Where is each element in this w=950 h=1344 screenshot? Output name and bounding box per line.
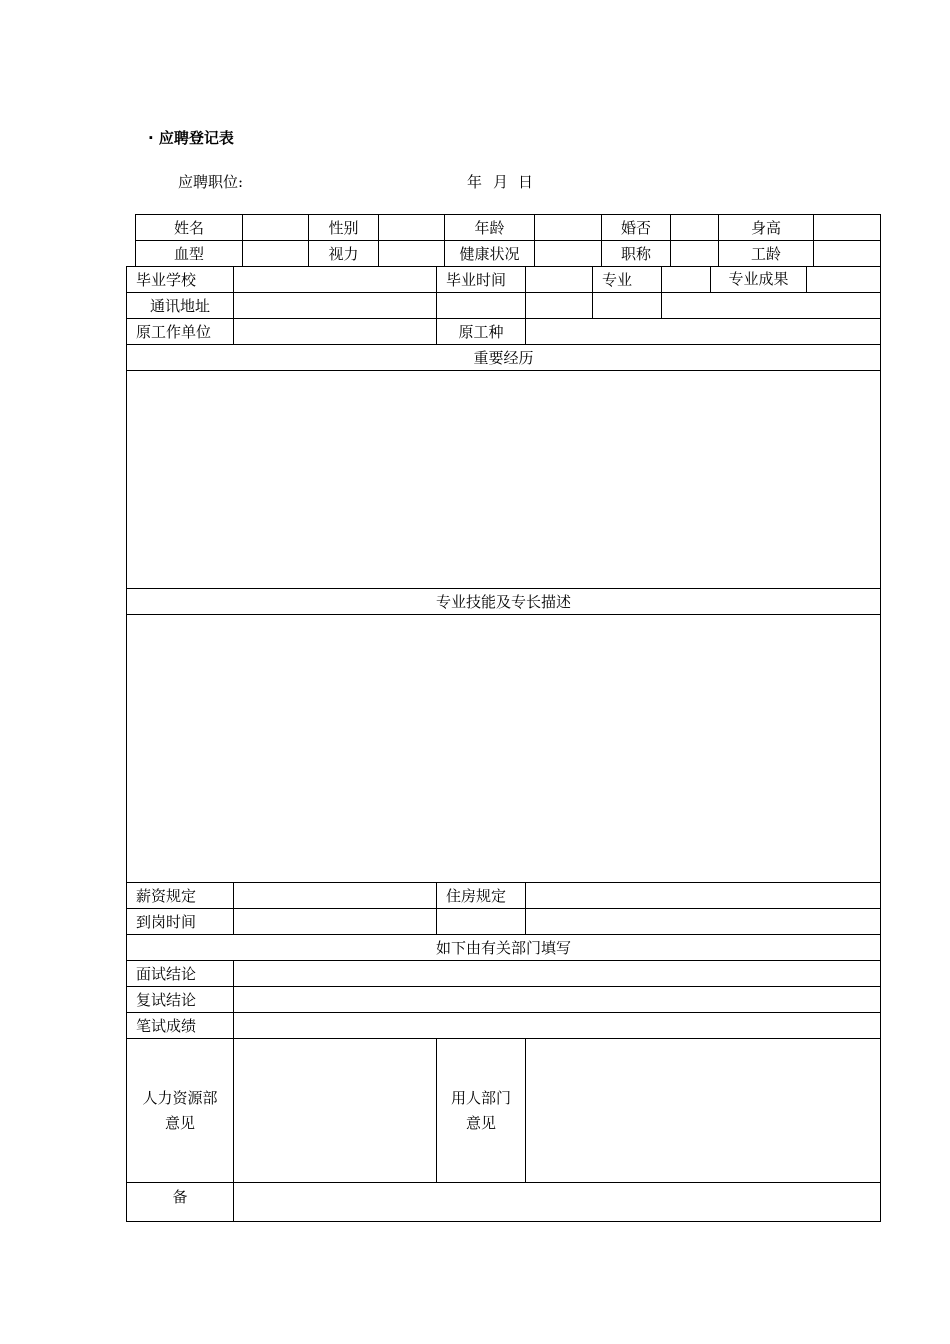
reinterview-field[interactable] (234, 987, 881, 1013)
title-label: 职称 (602, 241, 671, 267)
interview-label: 面试结论 (127, 961, 234, 987)
hr-opinion-field[interactable] (234, 1039, 437, 1183)
address-label: 通讯地址 (127, 293, 234, 319)
dept-opinion-field[interactable] (526, 1039, 881, 1183)
table-row (127, 1013, 881, 1039)
dept-opinion-label (437, 1039, 526, 1183)
major-label: 专业 (593, 267, 662, 293)
hr-opinion-label (127, 1039, 234, 1183)
address-field-3[interactable] (526, 293, 593, 319)
housing-field[interactable] (526, 883, 881, 909)
experience-field[interactable] (127, 371, 881, 589)
reinterview-label: 复试结论 (127, 987, 234, 1013)
seniority-label: 工龄 (719, 241, 814, 267)
table-row (127, 345, 881, 371)
table-row (136, 241, 881, 267)
hr-opinion-line2: 意见 (164, 1113, 195, 1132)
table-row (127, 293, 881, 319)
main-form-table (126, 266, 881, 1222)
name-field[interactable] (243, 215, 309, 241)
housing-label: 住房规定 (437, 883, 526, 909)
table-row (127, 935, 881, 961)
prev-employer-field[interactable] (234, 319, 437, 345)
vision-field[interactable] (379, 241, 445, 267)
skills-field[interactable] (127, 615, 881, 883)
address-field[interactable] (234, 293, 437, 319)
major-achievement-cell (662, 267, 881, 293)
skills-header: 专业技能及专长描述 (127, 589, 881, 615)
table-row (127, 1183, 881, 1222)
vision-label: 视力 (309, 241, 379, 267)
interview-field[interactable] (234, 961, 881, 987)
title-field[interactable] (671, 241, 719, 267)
job-type-label: 原工种 (437, 319, 526, 345)
arrival-field[interactable] (234, 909, 437, 935)
seniority-field[interactable] (814, 241, 881, 267)
height-field[interactable] (814, 215, 881, 241)
form-title: · 应聘登记表 (148, 129, 234, 147)
age-field[interactable] (535, 215, 602, 241)
address-field-5[interactable] (662, 293, 881, 319)
table-row (127, 267, 881, 293)
dept-opinion-line2: 意见 (465, 1113, 496, 1132)
experience-header: 重要经历 (127, 345, 881, 371)
table-row (127, 1039, 881, 1183)
table-row (127, 961, 881, 987)
table-row (127, 883, 881, 909)
table-row (136, 215, 881, 241)
arrival-field-3[interactable] (526, 909, 881, 935)
arrival-label: 到岗时间 (127, 909, 234, 935)
salary-field[interactable] (234, 883, 437, 909)
written-label: 笔试成绩 (127, 1013, 234, 1039)
major-field[interactable] (662, 267, 711, 292)
hr-opinion-line1: 人力资源部 (142, 1088, 218, 1107)
address-field-2[interactable] (437, 293, 526, 319)
grad-time-label: 毕业时间 (437, 267, 526, 293)
blood-type-label: 血型 (136, 241, 243, 267)
date-month-label: 月 (493, 173, 509, 191)
table-row (127, 909, 881, 935)
achievement-field[interactable] (807, 267, 880, 292)
health-label: 健康状况 (445, 241, 535, 267)
table-row (127, 987, 881, 1013)
personal-info-table (135, 214, 881, 267)
remarks-field[interactable] (234, 1183, 881, 1222)
job-type-field[interactable] (526, 319, 881, 345)
date-year-label: 年 (467, 173, 483, 191)
address-field-4[interactable] (593, 293, 662, 319)
arrival-field-2[interactable] (437, 909, 526, 935)
height-label: 身高 (719, 215, 814, 241)
table-row (127, 319, 881, 345)
written-field[interactable] (234, 1013, 881, 1039)
date-day-label: 日 (518, 173, 534, 191)
major-achievement-row (662, 267, 880, 292)
school-field[interactable] (234, 267, 437, 293)
grad-time-field[interactable] (526, 267, 593, 293)
table-row (127, 371, 881, 589)
gender-field[interactable] (379, 215, 445, 241)
dept-header: 如下由有关部门填写 (127, 935, 881, 961)
marital-field[interactable] (671, 215, 719, 241)
health-field[interactable] (535, 241, 602, 267)
salary-label: 薪资规定 (127, 883, 234, 909)
table-row (127, 589, 881, 615)
blood-type-field[interactable] (243, 241, 309, 267)
marital-label: 婚否 (602, 215, 671, 241)
dept-opinion-line1: 用人部门 (450, 1088, 511, 1107)
achievement-label: 专业成果 (711, 267, 807, 292)
name-label: 姓名 (136, 215, 243, 241)
prev-employer-label: 原工作单位 (127, 319, 234, 345)
school-label: 毕业学校 (127, 267, 234, 293)
gender-label: 性别 (309, 215, 379, 241)
age-label: 年龄 (445, 215, 535, 241)
position-label: 应聘职位: (178, 173, 244, 191)
remarks-label: 备 (127, 1183, 234, 1222)
table-row (127, 615, 881, 883)
